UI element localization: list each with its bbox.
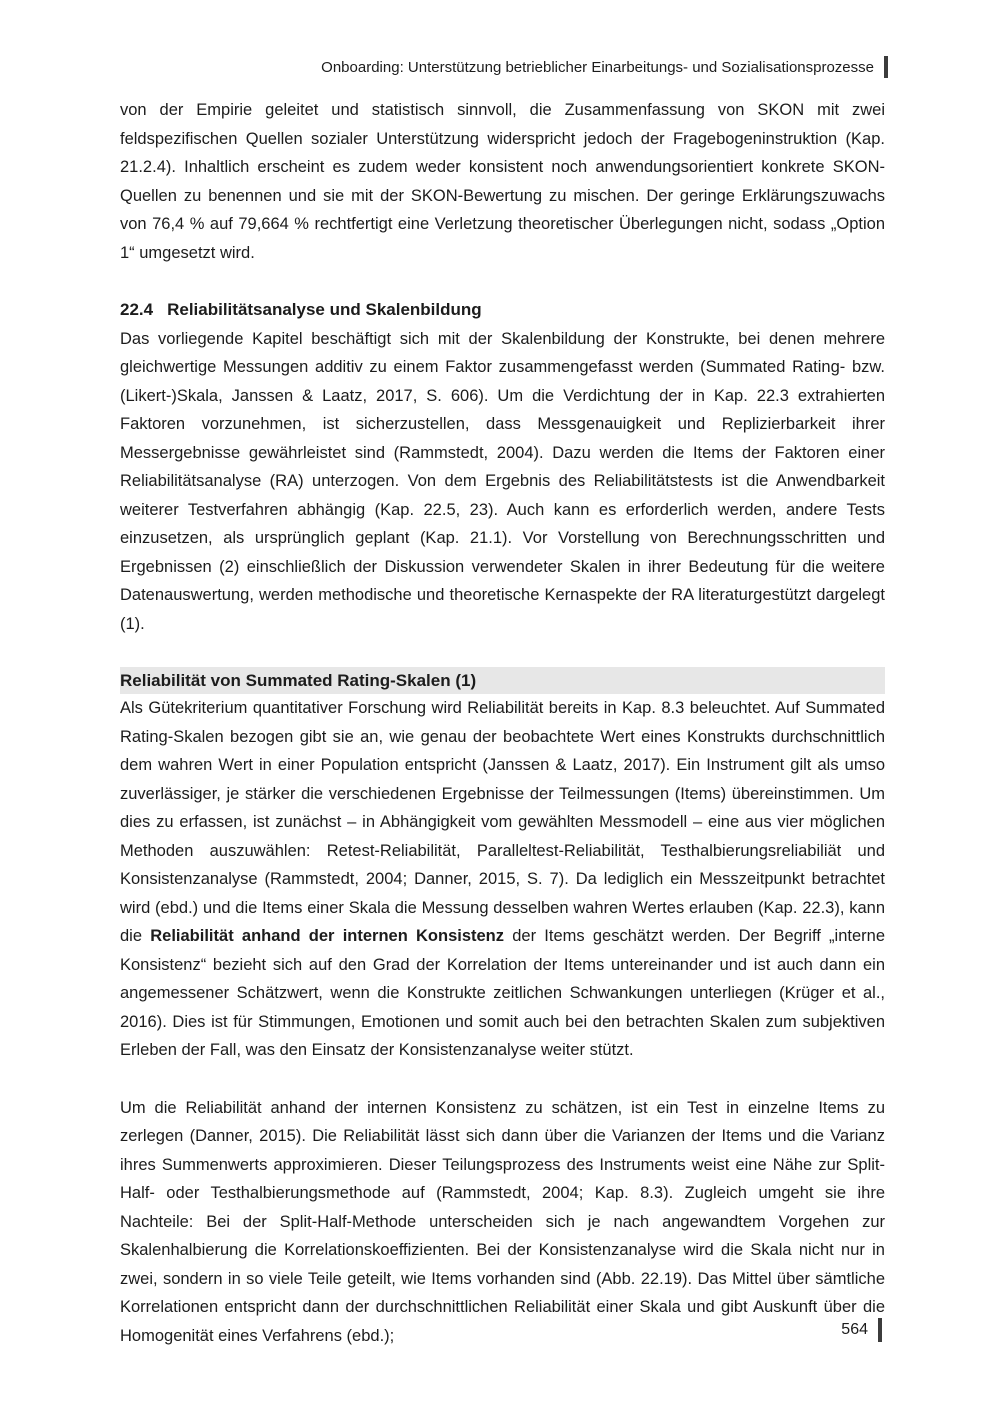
page-header bbox=[120, 56, 888, 78]
running-header-title: Onboarding: Unterstützung betrieblicher Einarbeitungs- und Sozialisationsprozesse bbox=[321, 58, 874, 76]
section-number: 22.4 bbox=[120, 300, 154, 319]
footer-rule bbox=[878, 1318, 882, 1342]
highlighted-subheading: Reliabilität von Summated Rating-Skalen (1) bbox=[120, 667, 885, 694]
page-footer bbox=[841, 1318, 882, 1342]
paragraph-chapter-intro: Das vorliegende Kapitel beschäftigt sich mit der Skalenbildung der Konstrukte, bei denen mehrere gleichwertige Messungen additiv zu einem Faktor zusammengefasst werden (Summated Rating- bzw. (Likert-)Skala, Janssen & Laatz, 2017, S. 606). Um die Verdichtung der in Kap. 22.3 extrahierten Faktoren vorzunehmen, ist sicherzustellen, dass Messgenauigkeit und Replizierbarkeit ihrer Messergebnisse gewährleistet sind (Rammstedt, 2004). Dazu werden die Items der Faktoren einer Reliabilitätsanalyse (RA) unterzogen. Von dem Ergebnis des Reliabilitätstests ist die Anwendbarkeit weiterer Testverfahren abhängig (Kap. 22.5, 23). Auch kann es erforderlich werden, andere Tests einzusetzen, als ursprünglich geplant (Kap. 21.1). Vor Vorstellung von Berechnungsschritten und Ergebnissen (2) einschließlich der Diskussion verwendeter Skalen in ihrer Bedeutung für die weitere Datenauswertung, werden methodische und theoretische Kernaspekte der RA literaturgestützt dargelegt (1). bbox=[120, 329, 885, 633]
page-body bbox=[120, 96, 885, 1350]
paragraph-reliability-text-2: der Items geschätzt werden. Der Begriff „interne Konsistenz“ bezieht sich auf den Grad der Korrelation der Items untereinander und ist auch dann ein angemessener Schätzwert, wenn die Konstrukte zeitlichen Schwankungen unterliegen (Krüger et al., 2016). Dies ist für Stimmungen, Emotionen und somit auch bei den betrachten Skalen zum subjektiven Erleben der Fall, was den Einsatz der Konsistenzanalyse weiter stützt. bbox=[120, 927, 885, 1059]
paragraph-reliability bbox=[120, 694, 885, 1065]
section-title: Reliabilitätsanalyse und Skalenbildung bbox=[167, 300, 482, 319]
header-rule bbox=[884, 56, 888, 78]
paragraph-consistency: Um die Reliabilität anhand der internen Konsistenz zu schätzen, ist ein Test in einzelne Items zu zerlegen (Danner, 2015). Die Reliabilität lässt sich dann über die Varianzen der Items und die Varianz ihres Summenwerts approximieren. Dieser Teilungsprozess des Instruments weist eine Nähe zur Split-Half- oder Testhalbierungsmethode auf (Rammstedt, 2004; Kap. 8.3). Zugleich umgeht sie ihre Nachteile: Bei der Split-Half-Methode unterscheiden sich je nach angewandtem Vorgehen zur Skalenhalbierung die Korrelationskoeffizienten. Bei der Konsistenzanalyse wird die Skala nicht nur in zwei, sondern in so viele Teile geteilt, wie Items vorhanden sind (Abb. 22.19). Das Mittel über sämtliche Korrelationen entspricht dann der durchschnittlichen Reliabilität einer Skala und gibt Auskunft über die Homogenität eines Verfahrens (ebd.); bbox=[120, 1098, 885, 1345]
paragraph-continuation: von der Empirie geleitet und statistisch sinnvoll, die Zusammenfassung von SKON mit zwei feldspezifischen Quellen sozialer Unterstützung widerspricht jedoch der Fragebogeninstruktion (Kap. 21.2.4). Inhaltlich erscheint es zudem weder konsistent noch anwendungsorientiert konkrete SKON-Quellen zu benennen und sie mit der SKON-Bewertung zu mischen. Der geringe Erklärungszuwachs von 76,4 % auf 79,664 % rechtfertigt eine Verletzung theoretischer Überlegungen nicht, sodass „Option 1“ umgesetzt wird. bbox=[120, 101, 885, 262]
page-number: 564 bbox=[841, 1321, 868, 1338]
section-heading bbox=[120, 296, 885, 325]
paragraph-reliability-text-1: Als Gütekriterium quantitativer Forschung wird Reliabilität bereits in Kap. 8.3 beleuchtet. Auf Summated Rating-Skalen bezogen gibt sie an, wie genau der beobachtete Wert eines Konstrukts durchschnittlich dem wahren Wert in einer Population entspricht (Janssen & Laatz, 2017). Ein Instrument gilt als umso zuverlässiger, je stärker die verschiedenen Ergebnisse der Teilmessungen (Items) übereinstimmen. Um dies zu erfassen, ist zunächst – in Abhängigkeit vom gewählten Messmodell – eine aus vier möglichen Methoden auszuwählen: Retest-Reliabilität, Paralleltest-Reliabilität, Testhalbierungsreliabiliät und Konsistenzanalyse (Rammstedt, 2004; Danner, 2015, S. 7). Da lediglich ein Messzeitpunkt betrachtet wird (ebd.) und die Items einer Skala die Messung desselben wahren Wertes erlauben (Kap. 22.3), kann die bbox=[120, 699, 885, 945]
paragraph-reliability-bold-phrase: Reliabilität anhand der internen Konsistenz bbox=[150, 927, 505, 945]
